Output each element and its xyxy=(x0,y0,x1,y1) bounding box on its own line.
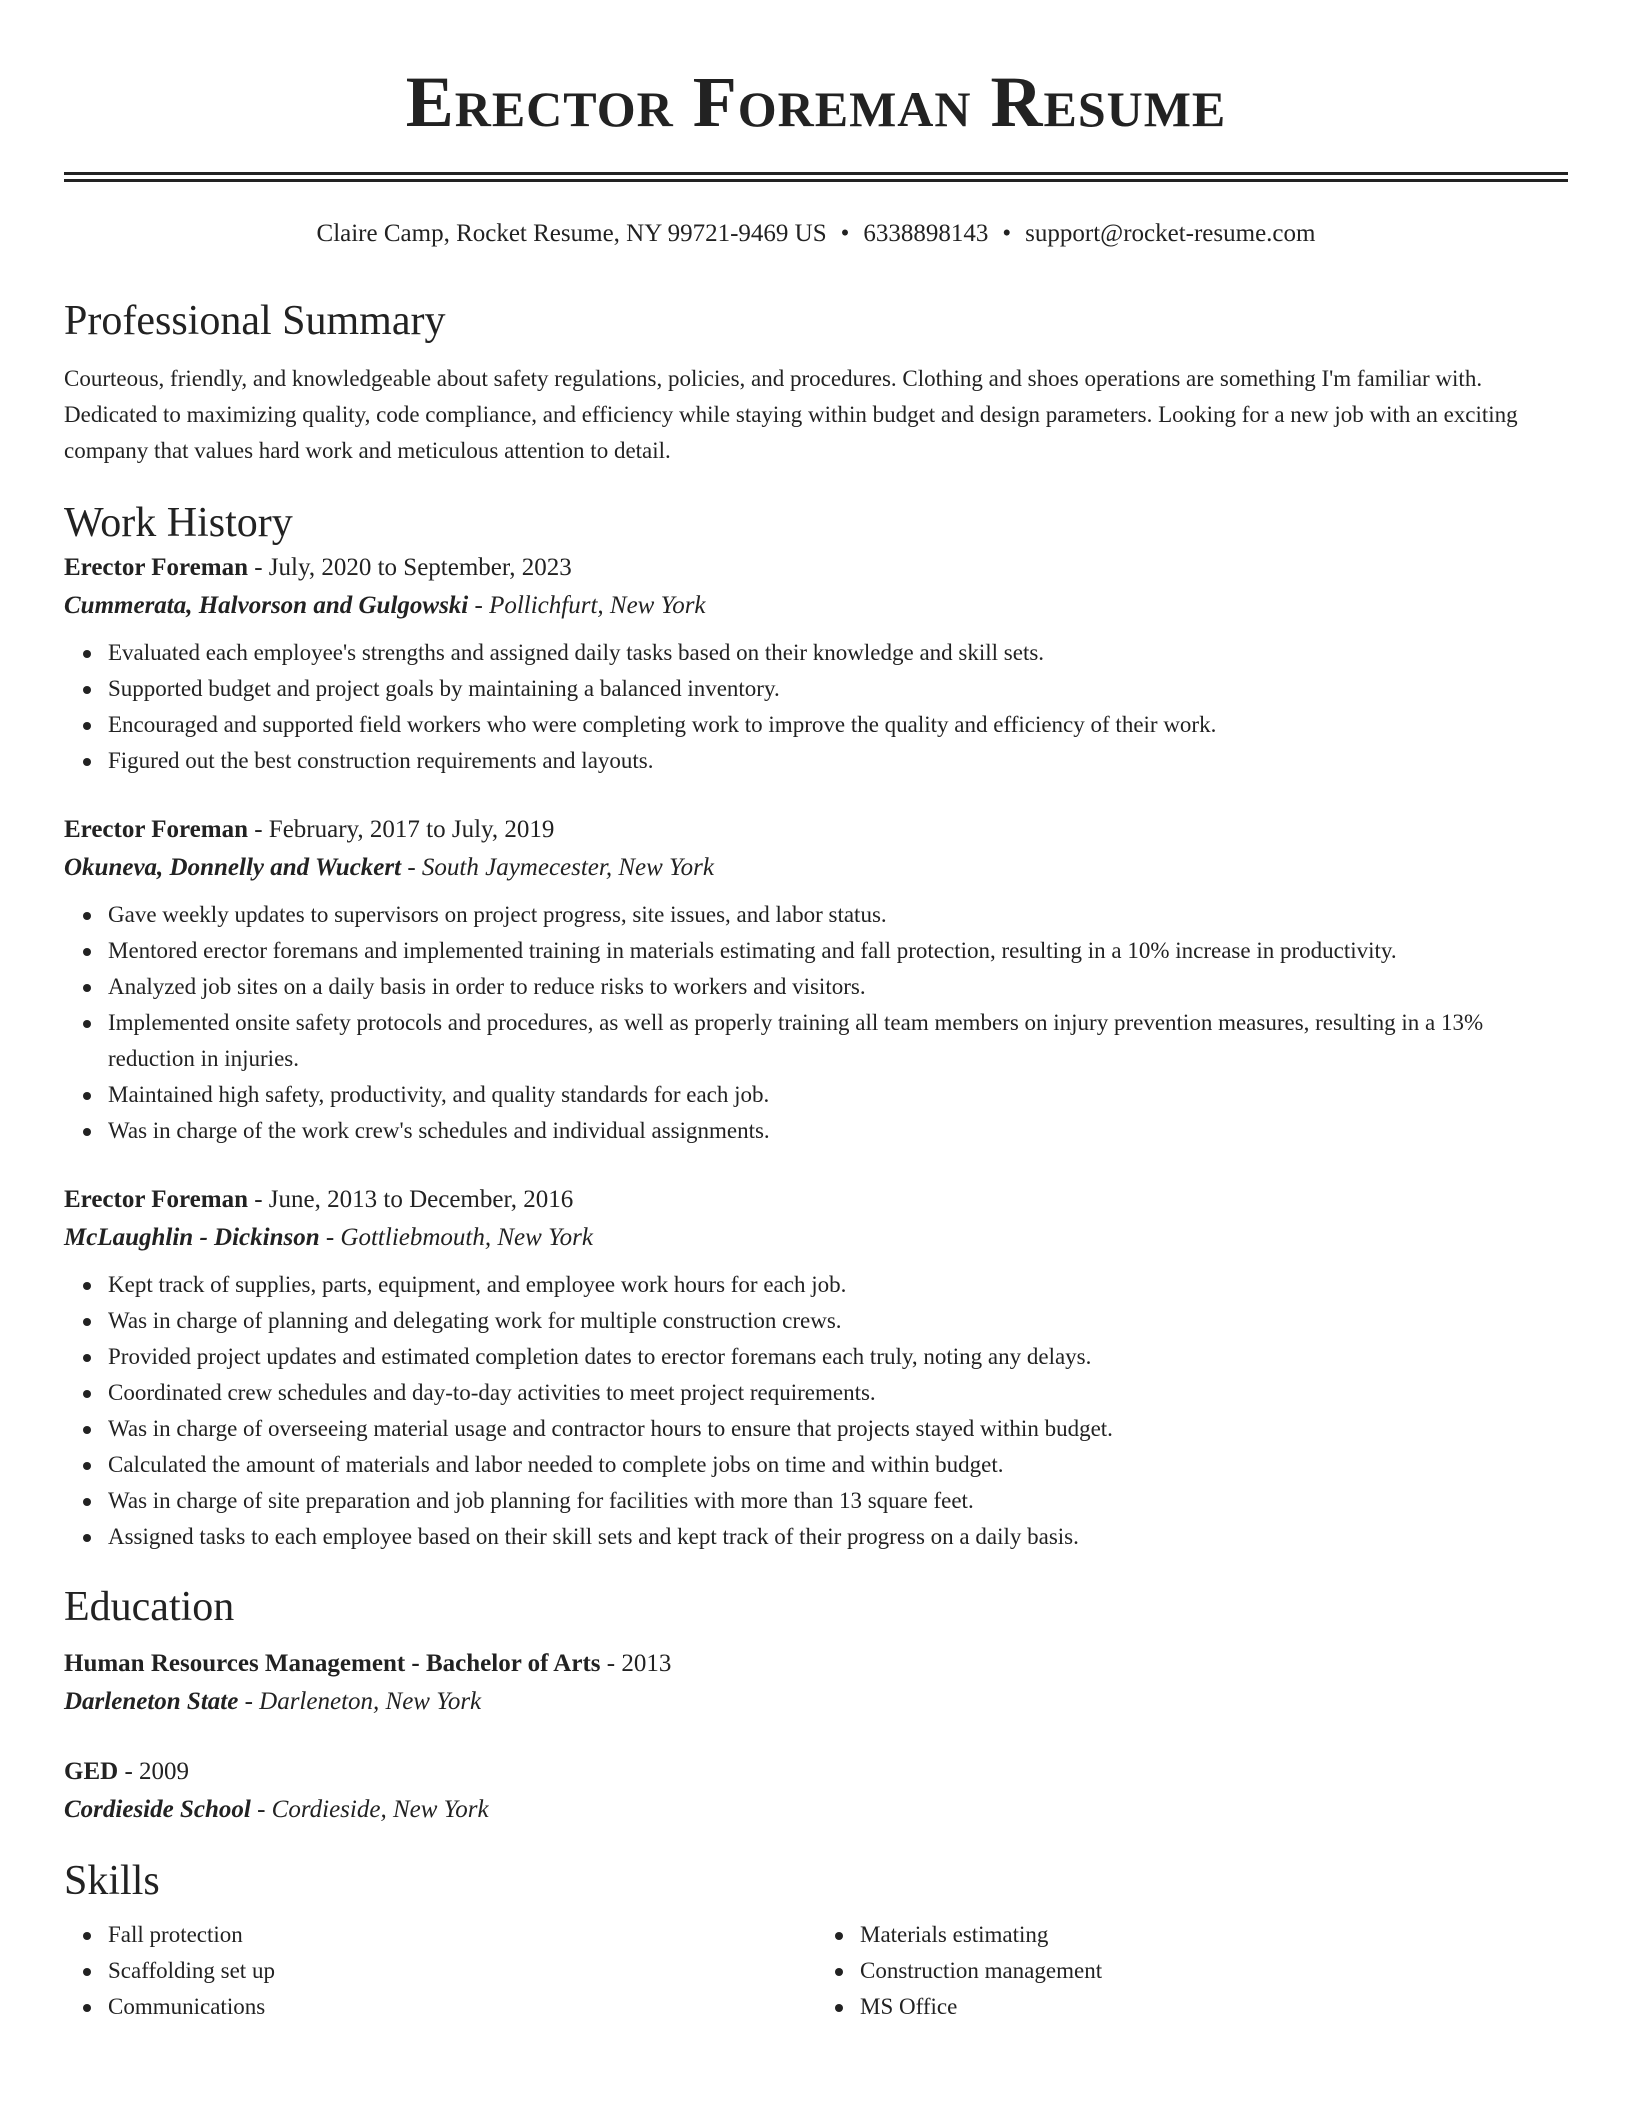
skills-heading: Skills xyxy=(64,1858,160,1904)
job-title: Erector Foreman xyxy=(64,1186,248,1213)
skill-item: Communications xyxy=(108,1989,816,2025)
job-entry xyxy=(64,811,1568,1149)
education-degree-line xyxy=(64,1753,1568,1791)
summary-text: Courteous, friendly, and knowledgeable about safety regulations, policies, and procedures. Clothing and shoes operations are something I'm familiar with. Dedicated to maximizing quality, code compliance, and efficiency while staying within budget and design parameters. Looking for a new job with an exciting company that values hard work and meticulous attention to detail. xyxy=(64,366,1518,463)
job-entry xyxy=(64,549,1568,779)
list-item: Assigned tasks to each employee based on their skill sets and kept track of their progress on a daily basis. xyxy=(108,1519,1568,1555)
job-location: - Pollichfurt, New York xyxy=(468,592,706,619)
job-entry xyxy=(64,1181,1568,1555)
list-item: Provided project updates and estimated completion dates to erector foremans each truly, noting any delays. xyxy=(108,1339,1568,1375)
resume-title: Erector Foreman Resume xyxy=(405,62,1227,142)
list-item: Calculated the amount of materials and labor needed to complete jobs on time and within budget. xyxy=(108,1447,1568,1483)
job-location: - Gottliebmouth, New York xyxy=(319,1224,593,1251)
job-location: - South Jaymecester, New York xyxy=(401,854,714,881)
job-company-line xyxy=(64,849,1568,887)
job-company: McLaughlin - Dickinson xyxy=(64,1224,320,1251)
skill-item: Scaffolding set up xyxy=(108,1953,816,1989)
skill-item: MS Office xyxy=(860,1989,1568,2025)
list-item: Maintained high safety, productivity, and quality standards for each job. xyxy=(108,1077,1568,1113)
education-degree-line xyxy=(64,1645,1568,1683)
list-item: Evaluated each employee's strengths and assigned daily tasks based on their knowledge and skill sets. xyxy=(108,635,1568,671)
education-year: - 2013 xyxy=(600,1650,672,1677)
education-heading: Education xyxy=(64,1584,235,1630)
list-item: Was in charge of site preparation and job planning for facilities with more than 13 square feet. xyxy=(108,1483,1568,1519)
list-item: Implemented onsite safety protocols and procedures, as well as properly training all team members on injury prevention measures, resulting in a 13% reduction in injuries. xyxy=(108,1005,1568,1077)
job-company-line xyxy=(64,587,1568,625)
job-company: Cummerata, Halvorson and Gulgowski xyxy=(64,592,469,619)
job-bullets xyxy=(64,897,1568,1149)
education-degree: Human Resources Management - Bachelor of Arts xyxy=(64,1650,601,1677)
summary-heading: Professional Summary xyxy=(64,298,446,344)
education-school-line xyxy=(64,1683,1568,1721)
contact-separator: • xyxy=(840,220,850,247)
list-item: Was in charge of the work crew's schedules and individual assignments. xyxy=(108,1113,1568,1149)
list-item: Analyzed job sites on a daily basis in order to reduce risks to workers and visitors. xyxy=(108,969,1568,1005)
job-title-line xyxy=(64,811,1568,849)
job-title-line xyxy=(64,549,1568,587)
job-dates: - June, 2013 to December, 2016 xyxy=(247,1186,574,1213)
education-school: Darleneton State xyxy=(64,1688,239,1715)
list-item: Encouraged and supported field workers who were completing work to improve the quality and efficiency of their work. xyxy=(108,707,1568,743)
list-item: Figured out the best construction requirements and layouts. xyxy=(108,743,1568,779)
work-history-heading: Work History xyxy=(64,500,293,546)
skills-list-right xyxy=(816,1917,1568,2025)
education-location: - Cordieside, New York xyxy=(250,1796,489,1823)
contact-phone: 6338898143 xyxy=(863,220,989,247)
job-company: Okuneva, Donnelly and Wuckert xyxy=(64,854,402,881)
title-double-rule xyxy=(64,172,1568,182)
list-item: Kept track of supplies, parts, equipment, and employee work hours for each job. xyxy=(108,1267,1568,1303)
job-bullets xyxy=(64,635,1568,779)
job-title-line xyxy=(64,1181,1568,1219)
job-title: Erector Foreman xyxy=(64,816,248,843)
list-item: Coordinated crew schedules and day-to-day activities to meet project requirements. xyxy=(108,1375,1568,1411)
contact-address: Claire Camp, Rocket Resume, NY 99721-9469 US xyxy=(316,220,827,247)
job-bullets xyxy=(64,1267,1568,1555)
education-entry xyxy=(64,1645,1568,1721)
education-location: - Darleneton, New York xyxy=(238,1688,482,1715)
skill-item: Materials estimating xyxy=(860,1917,1568,1953)
contact-email: support@rocket-resume.com xyxy=(1025,220,1316,247)
education-school: Cordieside School xyxy=(64,1796,251,1823)
contact-line xyxy=(64,217,1568,251)
job-dates: - July, 2020 to September, 2023 xyxy=(247,554,572,581)
skills-list-left xyxy=(64,1917,816,2025)
skills-columns xyxy=(64,1917,1568,2025)
list-item: Supported budget and project goals by maintaining a balanced inventory. xyxy=(108,671,1568,707)
list-item: Gave weekly updates to supervisors on project progress, site issues, and labor status. xyxy=(108,897,1568,933)
education-entry xyxy=(64,1753,1568,1829)
list-item: Was in charge of planning and delegating work for multiple construction crews. xyxy=(108,1303,1568,1339)
list-item: Was in charge of overseeing material usage and contractor hours to ensure that projects stayed within budget. xyxy=(108,1411,1568,1447)
education-school-line xyxy=(64,1791,1568,1829)
job-company-line xyxy=(64,1219,1568,1257)
skill-item: Construction management xyxy=(860,1953,1568,1989)
education-degree: GED xyxy=(64,1758,119,1785)
skill-item: Fall protection xyxy=(108,1917,816,1953)
job-title: Erector Foreman xyxy=(64,554,248,581)
contact-separator: • xyxy=(1002,220,1012,247)
job-dates: - February, 2017 to July, 2019 xyxy=(247,816,555,843)
education-year: - 2009 xyxy=(118,1758,190,1785)
list-item: Mentored erector foremans and implemented training in materials estimating and fall protection, resulting in a 10% increase in productivity. xyxy=(108,933,1568,969)
